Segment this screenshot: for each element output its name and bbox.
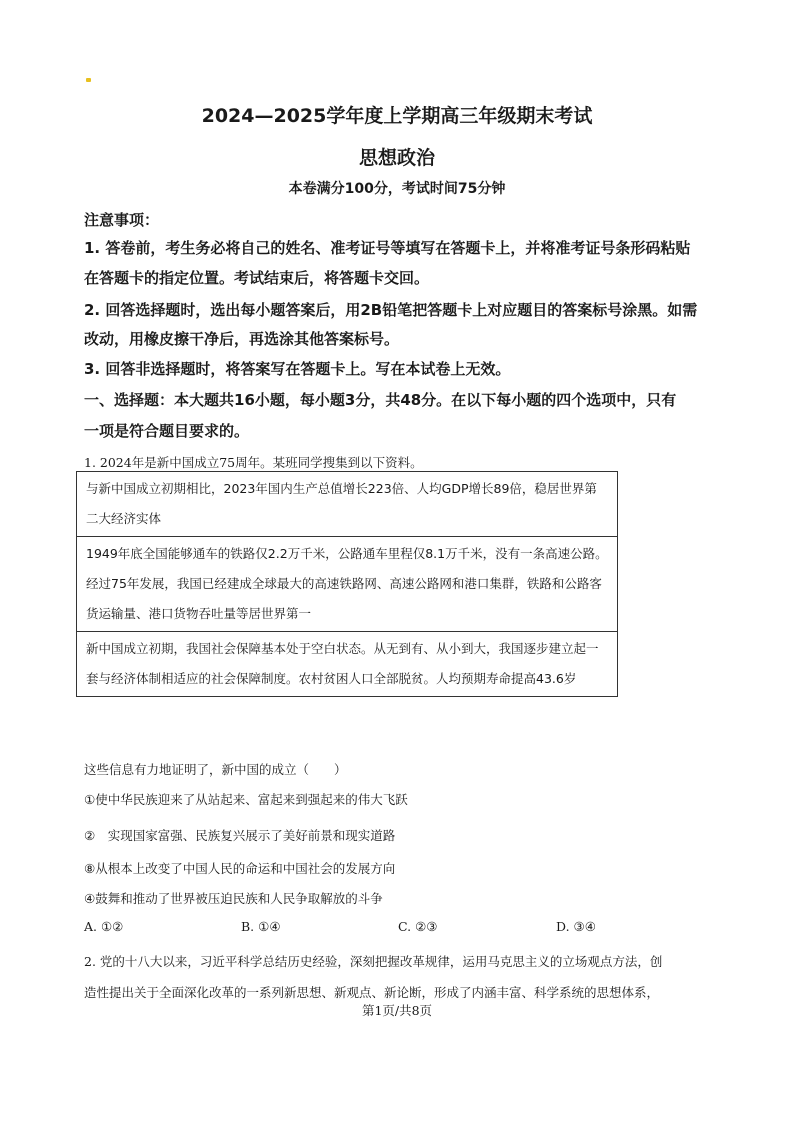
material-cell: 与新中国成立初期相比，2023年国内生产总值增长223倍、人均GDP增长89倍，稳居世界第二大经济实体 bbox=[86, 481, 597, 526]
statement: ④鼓舞和推动了世界被压迫民族和人民争取解放的斗争 bbox=[84, 891, 383, 906]
notes-line: 1. 答卷前，考生务必将自己的姓名、准考证号等填写在答题卡上，并将准考证号条形码粘贴 bbox=[84, 239, 691, 257]
corner-mark bbox=[86, 78, 91, 82]
notes-line: 改动，用橡皮擦干净后，再选涂其他答案标号。 bbox=[84, 330, 400, 348]
question-prompt: 这些信息有力地证明了，新中国的成立（ ） bbox=[84, 762, 347, 777]
notes-line: 在答题卡的指定位置。考试结束后，将答题卡交回。 bbox=[84, 269, 430, 287]
material-cell: 1949年底全国能够通车的铁路仅2.2万千米，公路通车里程仅8.1万千米，没有一条高速公路。经过75年发展，我国已经建成全球最大的高速铁路网、高速公路网和港口集群，铁路和公路客货运输量、港口货物吞吐量等居世界第一 bbox=[77, 536, 617, 631]
exam-info: 本卷满分100分，考试时间75分钟 bbox=[288, 181, 506, 197]
statement: ② 实现国家富强、民族复兴展示了美好前景和现实道路 bbox=[84, 828, 396, 843]
notes-line: 3. 回答非选择题时，将答案写在答题卡上。写在本试卷上无效。 bbox=[84, 360, 511, 378]
option-b: B. ①④ bbox=[241, 919, 281, 934]
subject-title: 思想政治 bbox=[358, 147, 435, 169]
statement: ⑧从根本上改变了中国人民的命运和中国社会的发展方向 bbox=[84, 861, 396, 876]
material-cell: 新中国成立初期，我国社会保障基本处于空白状态。从无到有、从小到大，我国逐步建立起一套与经济体制相适应的社会保障制度。农村贫困人口全部脱贫。人均预期寿命提高43.6岁 bbox=[77, 631, 617, 696]
notes-heading: 注意事项： bbox=[84, 211, 160, 229]
notes-line: 2. 回答选择题时，选出每小题答案后，用2B铅笔把答题卡上对应题目的答案标号涂黑。如需 bbox=[84, 301, 698, 319]
option-c: C. ②③ bbox=[398, 919, 438, 934]
exam-title: 2024—2025学年度上学期高三年级期末考试 bbox=[201, 105, 593, 127]
statement: ①使中华民族迎来了从站起来、富起来到强起来的伟大飞跃 bbox=[84, 792, 408, 807]
question-2-line: 造性提出关于全面深化改革的一系列新思想、新观点、新论断，形成了内涵丰富、科学系统的思想体系， bbox=[84, 985, 660, 1000]
question-2-line: 2. 党的十八大以来，习近平科学总结历史经验，深刻把握改革规律，运用马克思主义的立场观点方法，创 bbox=[84, 954, 663, 969]
question-stem: 1. 2024年是新中国成立75周年。某班同学搜集到以下资料。 bbox=[84, 455, 423, 470]
section-heading: 一项是符合题目要求的。 bbox=[84, 422, 250, 440]
page-number: 第1页/共8页 bbox=[361, 1003, 433, 1018]
option-a: A. ①② bbox=[84, 919, 124, 934]
material-table bbox=[76, 471, 618, 697]
section-heading: 一、选择题：本大题共16小题，每小题3分，共48分。在以下每小题的四个选项中，只有 bbox=[84, 391, 677, 409]
option-d: D. ③④ bbox=[556, 919, 596, 934]
